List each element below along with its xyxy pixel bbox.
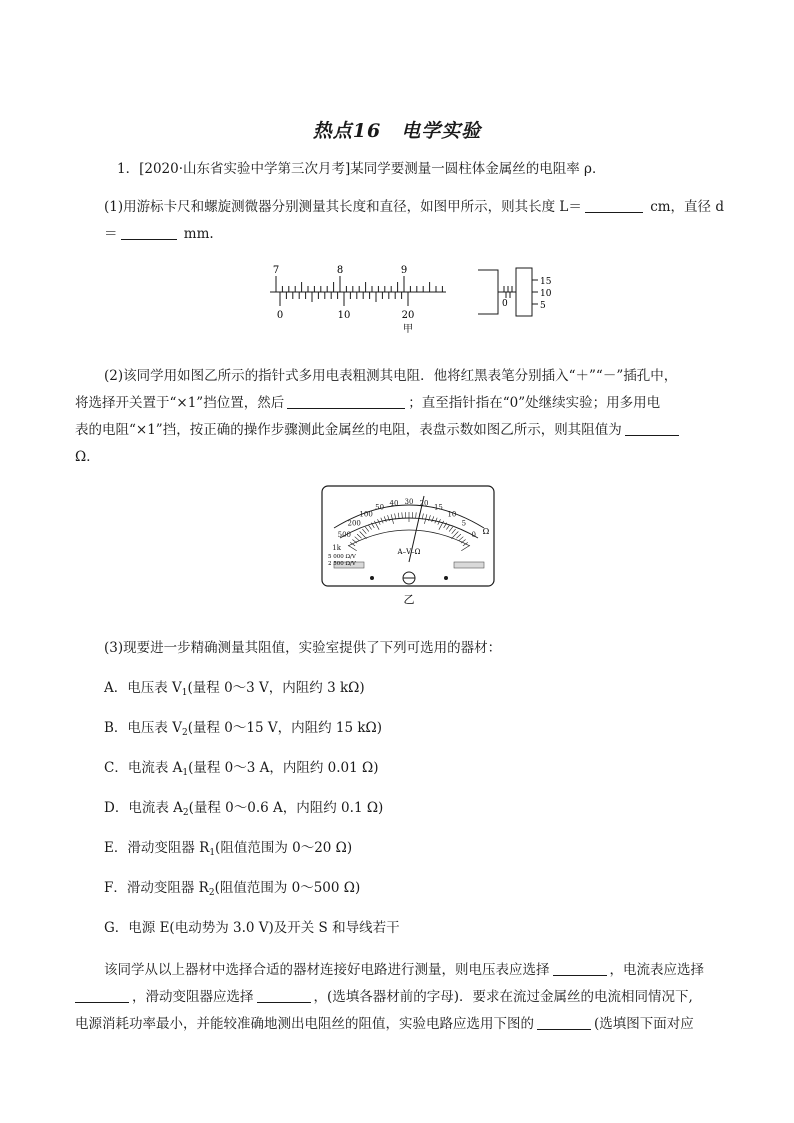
meter-ohm-label: 100: [359, 510, 373, 519]
meter-center-text: A–V–Ω: [397, 548, 421, 556]
final-line1: 该同学从以上器材中选择合适的器材连接好电路进行测量，则电压表应选择 ，电流表应选择: [104, 962, 704, 978]
meter-ohm-label: 200: [347, 519, 361, 528]
micrometer-label: 5: [540, 301, 546, 311]
equipment-option: F．滑动变阻器 $R_2$(阻值范围为 0～500 Ω): [104, 880, 361, 898]
meter-ohm-label: 5: [461, 519, 467, 528]
micrometer-label: 0: [502, 299, 508, 309]
equipment-option: C．电流表 $A_1$(量程 0～3 A，内阻约 0.01 Ω): [104, 760, 379, 778]
micrometer-label: 15: [540, 277, 552, 287]
part1-line1: (1)用游标卡尺和螺旋测微器分别测量其长度和直径，如图甲所示，则其长度 L＝ cm，直径 d: [104, 199, 724, 215]
meter-ohm-label: 50: [375, 503, 385, 512]
meter-slot-right: [454, 562, 484, 568]
meter-ohm-label: 1k: [332, 543, 341, 552]
answer-blank-rheostat[interactable]: [257, 988, 311, 1003]
figure-yi-label: 乙: [403, 593, 415, 606]
answer-blank-step[interactable]: [287, 394, 405, 409]
answer-blank-voltmeter[interactable]: [553, 961, 607, 976]
micrometer-label: 10: [540, 289, 552, 299]
equipment-option: D．电流表 $A_2$(量程 0～0.6 A，内阻约 0.1 Ω): [104, 800, 384, 818]
answer-blank-ammeter[interactable]: [75, 988, 129, 1003]
figure-yi-multimeter: [320, 484, 496, 608]
equipment-option: G．电源 E(电动势为 3.0 V)及开关 S 和导线若干: [104, 920, 400, 936]
equipment-option: E．滑动变阻器 $R_1$(阻值范围为 0～20 Ω): [104, 840, 353, 858]
micrometer: [478, 268, 538, 316]
part2-line4: Ω．: [75, 449, 100, 465]
meter-ohm-label: 30: [404, 498, 414, 506]
equipment-option: B．电压表 $V_2$(量程 0～15 V，内阻约 15 kΩ): [104, 720, 382, 738]
caliper-main-label: 8: [336, 265, 344, 276]
caliper-main-label: 7: [272, 265, 280, 276]
part2-line1: (2)该同学用如图乙所示的指针式多用电表粗测其电阻．他将红黑表笔分别插入“＋”“－”插孔中，: [104, 368, 678, 384]
answer-blank-resistance[interactable]: [625, 421, 679, 436]
vernier-caliper: [270, 276, 446, 306]
caliper-vernier-label: 20: [401, 310, 415, 321]
meter-ohm-label: 10: [447, 510, 457, 519]
part1-line2: ＝ mm.: [104, 226, 214, 242]
meter-ohm-label: 15: [433, 503, 443, 512]
meter-left-text: 2 500 Ω/V: [328, 561, 356, 567]
part2-line3: 表的电阻“×1”挡，按正确的操作步骤测此金属丝的电阻，表盘示数如图乙所示，则其阻值为: [75, 418, 682, 438]
meter-ohm-label: 0: [471, 531, 476, 539]
screw-icon: [444, 576, 448, 580]
meter-ohm-label: 500: [337, 531, 351, 539]
part3-intro: (3)现要进一步精确测量其阻值，实验室提供了下列可选用的器材：: [104, 640, 502, 656]
caliper-main-label: 9: [400, 265, 408, 276]
meter-ohm-label: 20: [419, 499, 429, 508]
final-line3: 电源消耗功率最小，并能较准确地测出电阻丝的阻值，实验电路应选用下图的 (选填图下面对应: [75, 1016, 694, 1032]
meter-left-text: 5 000 Ω/V: [328, 554, 356, 560]
caliper-vernier-label: 10: [337, 310, 351, 321]
caliper-vernier-label: 0: [276, 310, 284, 321]
answer-blank-diameter[interactable]: [121, 225, 177, 240]
final-line2: ，滑动变阻器应选择 ，(选填各器材前的字母)．要求在流过金属丝的电流相同情况下,: [75, 985, 693, 1005]
equipment-option: A．电压表 $V_1$(量程 0～3 V，内阻约 3 kΩ): [104, 680, 365, 698]
answer-blank-circuit[interactable]: [537, 1015, 591, 1030]
screw-icon: [370, 576, 374, 580]
ohm-symbol: Ω: [482, 527, 490, 536]
meter-ohm-label: 40: [389, 499, 399, 508]
question-stem: 1．[2020·山东省实验中学第三次月考]某同学要测量一圆柱体金属丝的电阻率 ρ．: [117, 161, 606, 177]
part2-line2: 将选择开关置于“×1”挡位置，然后 ；直至指针指在“0”处继续实验；用多用电: [75, 395, 661, 411]
figure-jia: [266, 262, 556, 338]
figure-jia-label: 甲: [403, 324, 413, 335]
answer-blank-length[interactable]: [585, 198, 643, 213]
page-title: 热点16 电学实验: [312, 120, 482, 142]
